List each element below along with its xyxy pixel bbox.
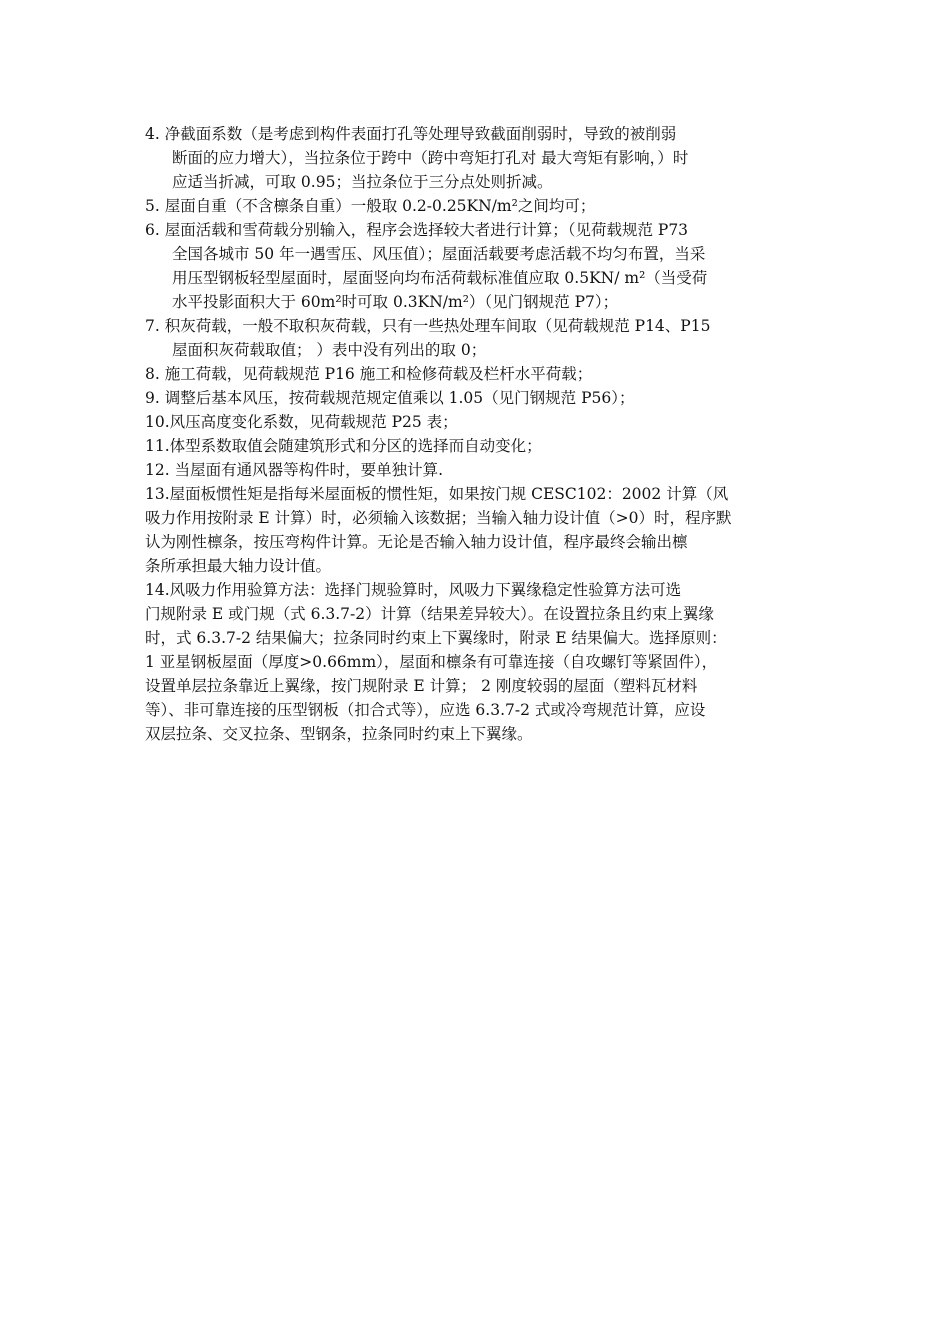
document-body — [145, 122, 813, 746]
text-line: 7. 积灰荷载，一般不取积灰荷载，只有一些热处理车间取（见荷载规范 P14、P15 — [145, 317, 711, 335]
list-item-6 — [145, 218, 813, 314]
text-line: 4. 净截面系数（是考虑到构件表面打孔等处理导致截面削弱时，导致的被削弱 — [145, 125, 677, 143]
text-line: 1 亚星钢板屋面（厚度>0.66mm），屋面和檩条有可靠连接（自攻螺钉等紧固件）， — [145, 653, 718, 671]
list-item-5 — [145, 194, 813, 218]
text-line: 10.风压高度变化系数，见荷载规范 P25 表； — [145, 413, 458, 431]
list-item-9 — [145, 386, 813, 410]
text-line: 认为刚性檩条，按压弯构件计算。无论是否输入轴力设计值，程序最终会输出檩 — [145, 533, 688, 551]
list-item-4 — [145, 122, 813, 194]
text-line: 全国各城市 50 年一遇雪压、风压值）；屋面活载要考虑活载不均匀布置，当采 — [172, 245, 706, 263]
text-line: 条所承担最大轴力设计值。 — [145, 557, 332, 575]
text-line: 用压型钢板轻型屋面时，屋面竖向均布活荷载标准值应取 0.5KN/ m²（当受荷 — [172, 269, 708, 287]
text-line: 应适当折减，可取 0.95；当拉条位于三分点处则折减。 — [172, 173, 553, 191]
text-line: 断面的应力增大），当拉条位于跨中（跨中弯矩打孔对 最大弯矩有影响，）时 — [172, 149, 689, 167]
list-item-7 — [145, 314, 813, 362]
text-line: 12. 当屋面有通风器等构件时，要单独计算. — [145, 461, 444, 479]
text-line: 水平投影面积大于 60m²时可取 0.3KN/m²）（见门钢规范 P7）； — [172, 293, 619, 311]
list-item-13 — [145, 482, 813, 578]
list-item-8 — [145, 362, 813, 386]
text-line: 双层拉条、交叉拉条、型钢条，拉条同时约束上下翼缘。 — [145, 725, 533, 743]
list-item-12 — [145, 458, 813, 482]
text-line: 6. 屋面活载和雪荷载分别输入，程序会选择较大者进行计算；（见荷载规范 P73 — [145, 221, 689, 239]
text-line: 门规附录 E 或门规（式 6.3.7-2）计算（结果差异较大）。在设置拉条且约束上翼缘 — [145, 605, 714, 623]
text-line: 屋面积灰荷载取值； ）表中没有列出的取 0； — [172, 341, 487, 359]
text-line: 设置单层拉条靠近上翼缘，按门规附录 E 计算； 2 刚度较弱的屋面（塑料瓦材料 — [145, 677, 698, 695]
text-line: 8. 施工荷载，见荷载规范 P16 施工和检修荷载及栏杆水平荷载； — [145, 365, 593, 383]
text-line: 时，式 6.3.7-2 结果偏大；拉条同时约束上下翼缘时，附录 E 结果偏大。选择原则： — [145, 629, 727, 647]
text-line: 11.体型系数取值会随建筑形式和分区的选择而自动变化； — [145, 437, 542, 455]
list-item-14 — [145, 578, 813, 746]
list-item-11 — [145, 434, 813, 458]
text-line: 9. 调整后基本风压，按荷载规范规定值乘以 1.05（见门钢规范 P56）； — [145, 389, 635, 407]
text-line: 13.屋面板惯性矩是指每米屋面板的惯性矩，如果按门规 CESC102：2002 计算（风 — [145, 485, 729, 503]
text-line: 5. 屋面自重（不含檩条自重）一般取 0.2-0.25KN/m²之间均可； — [145, 197, 596, 215]
text-line: 14.风吸力作用验算方法：选择门规验算时，风吸力下翼缘稳定性验算方法可选 — [145, 581, 682, 599]
text-line: 等）、非可靠连接的压型钢板（扣合式等），应选 6.3.7-2 式或冷弯规范计算，应设 — [145, 701, 706, 719]
text-line: 吸力作用按附录 E 计算）时，必须输入该数据；当输入轴力设计值（>0）时，程序默 — [145, 509, 732, 527]
list-item-10 — [145, 410, 813, 434]
